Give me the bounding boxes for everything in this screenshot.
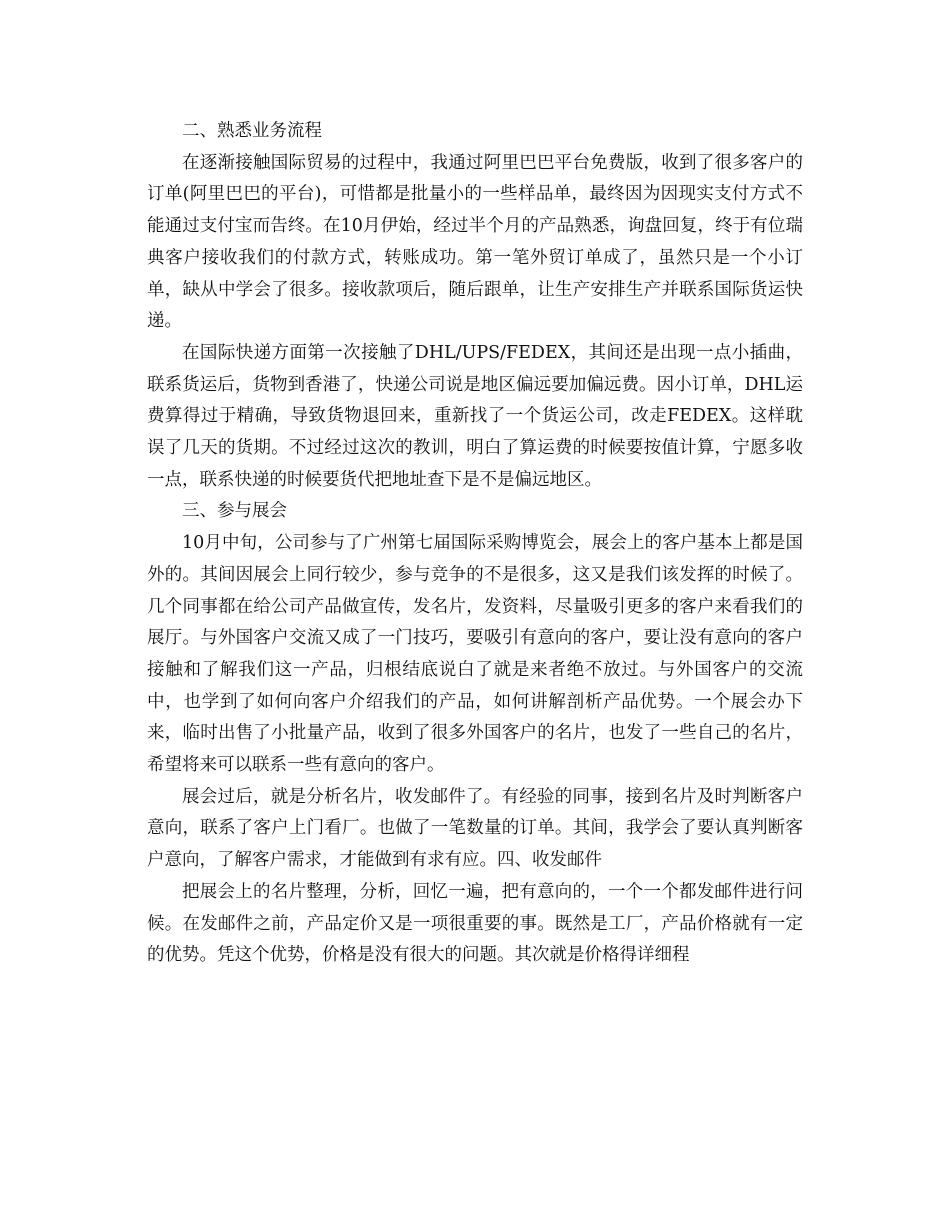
paragraph-after-exhibition: 展会过后，就是分析名片，收发邮件了。有经验的同事，接到名片及时判断客户意向，联系了客户上门看厂。也做了一笔数量的订单。其间，我学会了要认真判断客户意向，了解客户需求，才能做到有求有应。四、收发邮件 [147,786,803,871]
section-heading-business-process: 二、熟悉业务流程 [182,121,322,141]
paragraph-emails: 把展会上的名片整理，分析，回忆一遍，把有意向的，一个一个都发邮件进行问候。在发邮件之前，产品定价又是一项很重要的事。既然是工厂，产品价格就有一定的优势。凭这个优势，价格是没有很大的问题。其次就是价格得详细程 [147,881,803,966]
paragraph-exhibition: 10月中旬，公司参与了广州第七届国际采购博览会，展会上的客户基本上都是国外的。其间因展会上同行较少，参与竞争的不是很多，这又是我们该发挥的时候了。几个同事都在给公司产品做宣传，发名片，发资料，尽量吸引更多的客户来看我们的展厅。与外国客户交流又成了一门技巧，要吸引有意向的客户，要让没有意向的客户接触和了解我们这一产品，归根结底说白了就是来者绝不放过。与外国客户的交流中，也学到了如何向客户介绍我们的产品，如何讲解剖析产品优势。一个展会办下来，临时出售了小批量产品，收到了很多外国客户的名片，也发了一些自己的名片，希望将来可以联系一些有意向的客户。 [147,533,803,776]
paragraph-first-order: 在逐渐接触国际贸易的过程中，我通过阿里巴巴平台免费版，收到了很多客户的订单(阿里巴巴的平台)，可惜都是批量小的一些样品单，最终因为因现实支付方式不能通过支付宝而告终。在10月伊始，经过半个月的产品熟悉，询盘回复，终于有位瑞典客户接收我们的付款方式，转账成功。第一笔外贸订单成了，虽然只是一个小订单，缺从中学会了很多。接收款项后，随后跟单，让生产安排生产并联系国际货运快递。 [147,152,803,332]
paragraph-express-shipping: 在国际快递方面第一次接触了DHL/UPS/FEDEX，其间还是出现一点小插曲，联系货运后，货物到香港了，快递公司说是地区偏远要加偏远费。因小订单，DHL运费算得过于精确，导致货物退回来，重新找了一个货运公司，改走FEDEX。这样耽误了几天的货期。不过经过这次的教训，明白了算运费的时候要按值计算，宁愿多收一点，联系快递的时候要货代把地址查下是不是偏远地区。 [147,342,803,490]
section-heading-exhibition: 三、参与展会 [182,501,287,522]
document-body [147,116,803,972]
